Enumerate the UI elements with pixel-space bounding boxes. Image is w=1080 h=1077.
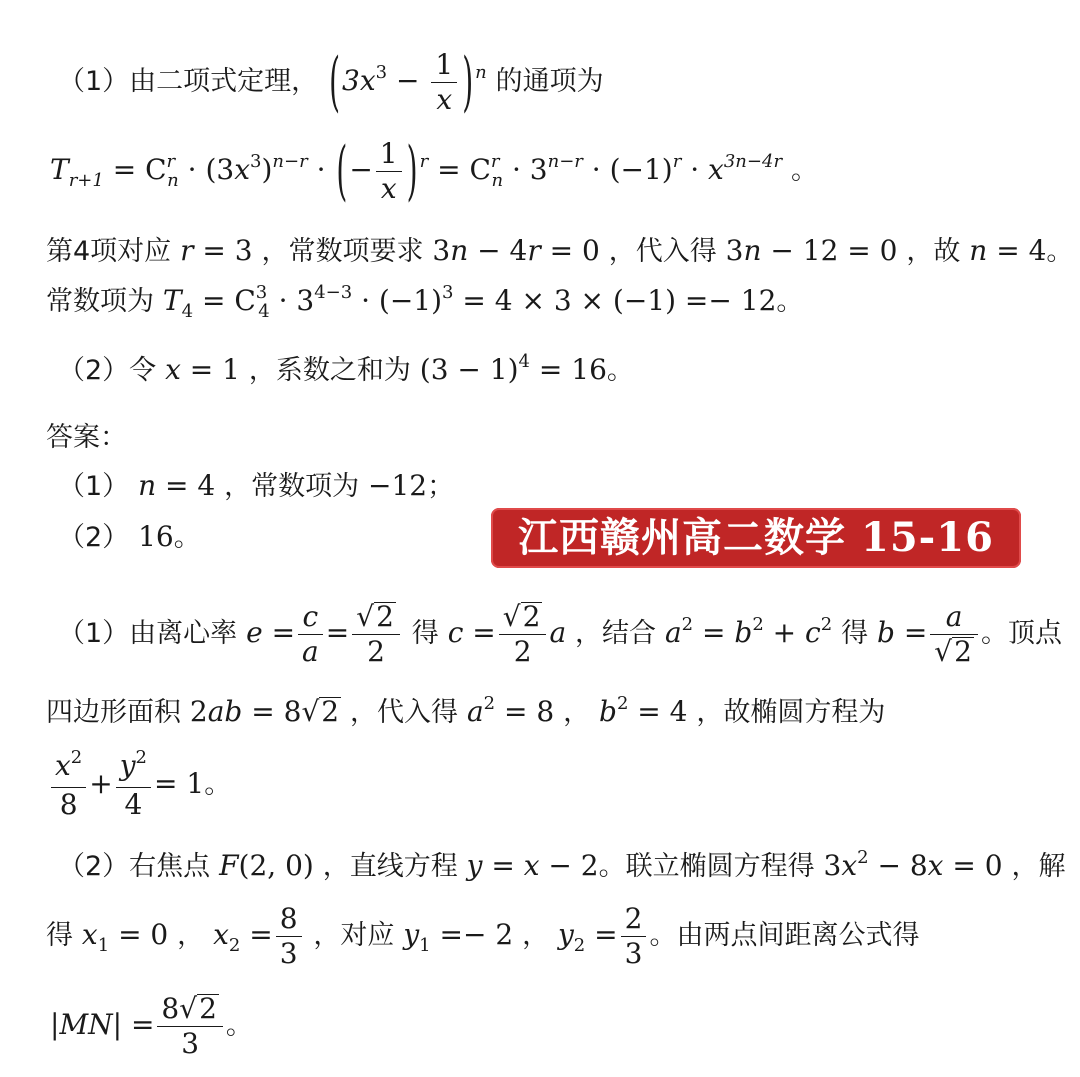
line-mn-result xyxy=(50,992,253,1061)
math-x1: $x_1 = 0$ xyxy=(81,918,169,956)
title-banner: 江西赣州高二数学 15-16 xyxy=(491,508,1021,568)
math-x2: $x_2$ = xyxy=(213,918,273,956)
text-coef-sum: ，系数之和为 xyxy=(248,355,411,386)
line-part2 xyxy=(58,351,634,386)
text-right-focus: （2）右焦点 xyxy=(58,851,211,882)
general-term-formula: $T_{r+1} = C^r_n \cdot (3x^3)^{n-r}$ · xyxy=(50,151,326,191)
text-get: 得 xyxy=(841,618,869,649)
text-const-is: 常数项为 xyxy=(46,286,154,317)
math-a2-eq-8: $a^2 = 8$ xyxy=(466,693,555,728)
answer1-prefix: （1） xyxy=(58,471,130,502)
text-distance-formula: 。由两点间距离公式得 xyxy=(649,920,920,951)
math-line: y = x − 2 xyxy=(466,849,599,882)
answer2-prefix: （2） xyxy=(58,522,130,553)
line-answer-1 xyxy=(58,469,455,502)
text-get: 得 xyxy=(46,920,73,951)
line-constant-term xyxy=(46,282,804,322)
text-combine-ellipse: 。联立椭圆方程得 xyxy=(598,851,815,882)
intro-tail-text: 的通项为 xyxy=(495,66,604,97)
text-substitute: ，代入得 xyxy=(608,236,717,267)
line-fourth-term xyxy=(46,234,1074,267)
math-y1: $y_1 =- 2$ xyxy=(403,918,514,956)
minus-sign: − xyxy=(349,153,373,186)
math-a2-b2-c2: $a^2 = b^2 + c^2$ xyxy=(664,614,833,649)
line-eccentricity xyxy=(58,600,1062,669)
text-vertices: 。顶点 xyxy=(980,618,1062,649)
line-focus xyxy=(58,847,1066,882)
math-n-eq-4: n = 4 xyxy=(969,234,1047,267)
math-c: c = xyxy=(447,616,496,649)
text-substitute: ，代入得 xyxy=(350,697,459,728)
text-area: 四边形面积 xyxy=(46,697,181,728)
right-paren: ) xyxy=(462,43,474,120)
math-y2: $y_2$ = xyxy=(557,918,618,956)
exponent-r: r xyxy=(419,151,429,172)
math-quadratic: $3x^2 - 8x = 0$ xyxy=(823,847,1003,882)
intro-text: （1）由二项式定理， xyxy=(58,66,319,97)
plus: + xyxy=(89,767,113,800)
math-3n-12: 3n − 12 = 0 xyxy=(725,234,898,267)
math-focus: F(2, 0) xyxy=(219,849,314,882)
line-ellipse-equation xyxy=(48,749,231,822)
fraction-sqrt2-over-2: $\frac{√2}{2}$ xyxy=(499,600,547,669)
text-eccentricity: （1）由离心率 xyxy=(58,618,238,649)
math-coef-sum: $(3 - 1)^4 = 16$ xyxy=(419,351,607,386)
answer1-mid: ，常数项为 xyxy=(224,471,360,502)
answer1-value: −12 xyxy=(368,469,428,502)
right-paren: ) xyxy=(406,132,418,209)
left-paren: ( xyxy=(329,43,341,120)
period: 。 xyxy=(606,355,634,386)
math-3n-4r: 3n − 4r = 0 xyxy=(432,234,600,267)
math-n-eq-4: n = 4 xyxy=(138,469,216,502)
math-mn: |MN| = xyxy=(50,1008,155,1041)
period: 。 xyxy=(1046,236,1074,267)
comma: ， xyxy=(177,920,205,951)
math-e: e = xyxy=(246,616,296,649)
math-t4: $T_4 = C^3_4 \cdot 3^{4-3} \cdot (-1)^3 = 4 \times 3 \times (-1) =- 12$ xyxy=(162,282,777,322)
line-answer-label xyxy=(46,423,127,451)
line-roots xyxy=(46,902,919,971)
fraction-y2-over-4: $\frac{y^2}{4}$ xyxy=(116,749,151,822)
fraction-1-over-x: $\frac{1}{x}$ xyxy=(431,48,457,117)
math-b2-eq-4: $b^2 = 4$ xyxy=(599,693,688,728)
fraction-2-over-3: $\frac{2}{3}$ xyxy=(621,902,647,971)
equals-one: = 1 xyxy=(154,767,205,800)
period: 。 xyxy=(790,155,818,186)
fraction-sqrt2-over-2: $\frac{√2}{2}$ xyxy=(352,600,400,669)
math-x-eq-1: x = 1 xyxy=(165,353,240,386)
math-r-eq-3: r = 3 xyxy=(180,234,253,267)
fraction-a-over-sqrt2: $\frac{a}{√2}$ xyxy=(930,600,978,669)
text-therefore: ，故 xyxy=(906,236,961,267)
line-general-term xyxy=(50,132,818,209)
math-a: a xyxy=(549,616,567,649)
semicolon: ； xyxy=(427,471,455,502)
text-corresponding: ，对应 xyxy=(313,920,395,951)
text-combine: ，结合 xyxy=(575,618,657,649)
fraction-8sqrt2-over-3: $\frac{8√2}{3}$ xyxy=(157,992,223,1061)
period: 。 xyxy=(225,1010,253,1041)
fraction-c-over-a: $\frac{c}{a}$ xyxy=(298,600,323,669)
exponent-n: n xyxy=(475,62,487,83)
equals: = xyxy=(325,616,350,649)
text-let: （2）令 xyxy=(58,355,157,386)
answer-label: 答案： xyxy=(46,422,127,453)
text-fourth-term: 第4项对应 xyxy=(46,236,172,267)
line-area xyxy=(46,693,886,728)
left-paren: ( xyxy=(336,132,348,209)
general-term-simplified: = $C^r_n \cdot 3^{n-r} \cdot (-1)^r \cdot x^{3n-4r}$ xyxy=(437,151,783,191)
line-intro xyxy=(58,43,604,120)
answer2-value: 16 xyxy=(138,520,174,553)
fraction-1-over-x: $\frac{1}{x}$ xyxy=(376,137,402,206)
text-get: 得 xyxy=(411,618,439,649)
text-const-requires: ，常数项要求 xyxy=(261,236,424,267)
period: 。 xyxy=(173,522,201,553)
math-2ab: 2ab = 8√2 xyxy=(189,695,340,728)
text-solve: ，解 xyxy=(1011,851,1066,882)
line-answer-2 xyxy=(58,520,201,553)
period: 。 xyxy=(204,769,232,800)
period: 。 xyxy=(776,286,804,317)
text-ellipse-eq: ，故椭圆方程为 xyxy=(696,697,886,728)
comma: ， xyxy=(563,697,591,728)
text-line-eq: ，直线方程 xyxy=(322,851,458,882)
fraction-8-over-3: $\frac{8}{3}$ xyxy=(276,902,302,971)
math-3x3: $3x^3$ − xyxy=(342,62,429,97)
math-b: b = xyxy=(877,616,928,649)
comma: ， xyxy=(522,920,550,951)
fraction-x2-over-8: $\frac{x^2}{8}$ xyxy=(51,749,86,822)
